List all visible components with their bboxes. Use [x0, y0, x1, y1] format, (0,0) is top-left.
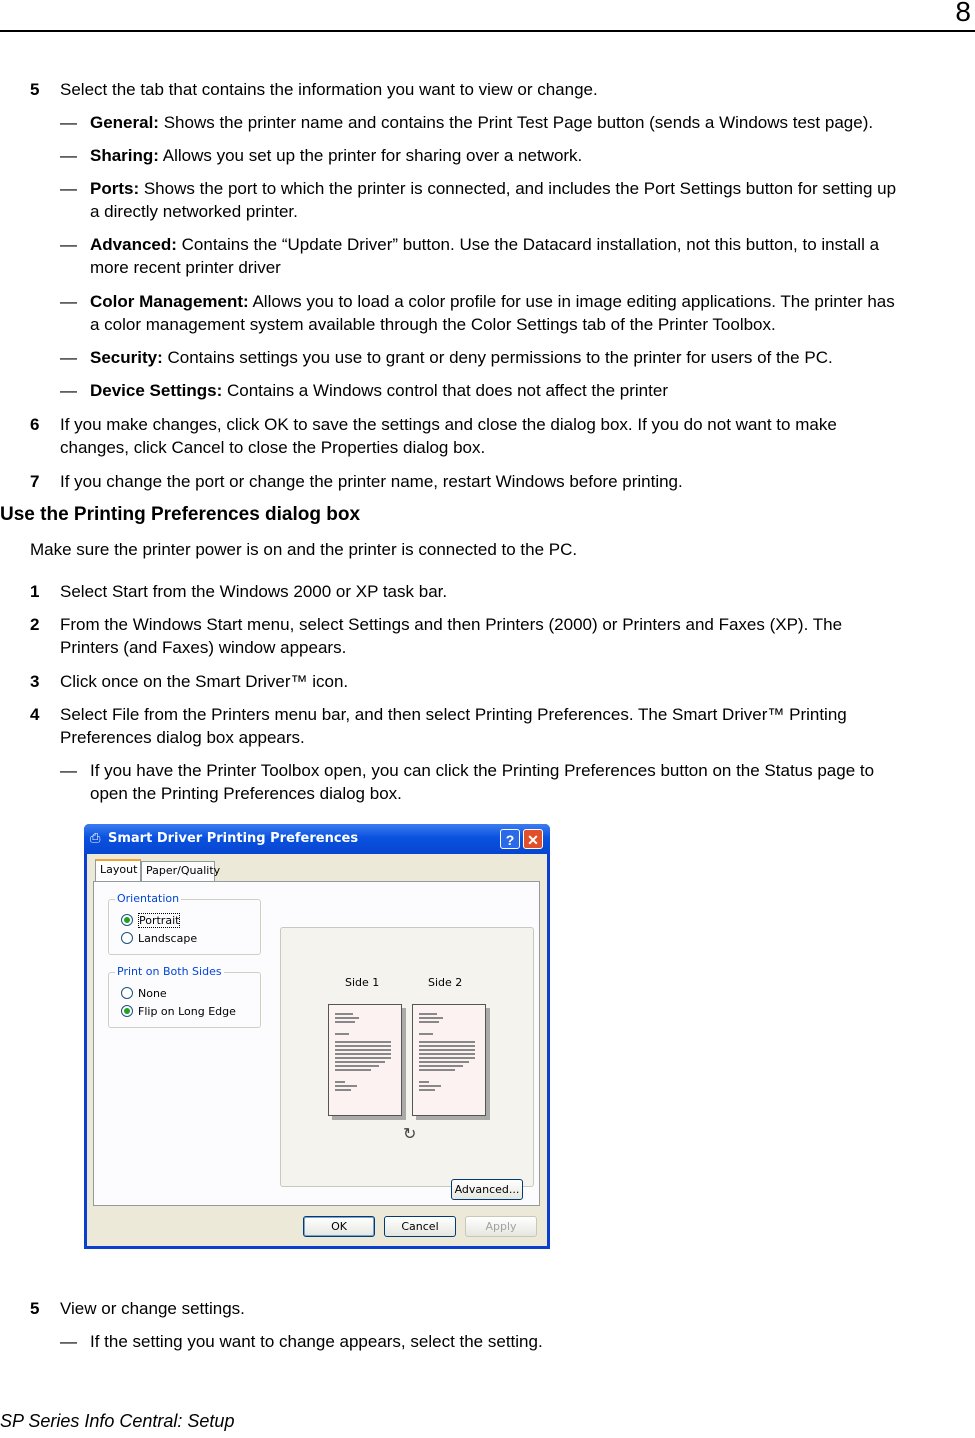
dialog-title: Smart Driver Printing Preferences [108, 831, 359, 846]
step-text-cont: Preferences dialog box appears. [60, 728, 305, 747]
step-text: Select Start from the Windows 2000 or XP task bar. [60, 582, 448, 601]
tab-desc-security [90, 346, 833, 369]
printer-icon: ⎙ [90, 830, 101, 845]
step-number: 7 [30, 472, 40, 491]
dash: — [60, 761, 77, 780]
dash: — [60, 1332, 77, 1351]
step-number: 2 [30, 615, 40, 634]
page-preview-side-1 [328, 1004, 402, 1116]
tab-desc-name: Ports: [90, 179, 140, 198]
step-number: 6 [30, 415, 40, 434]
step-number: 5 [30, 80, 40, 99]
step-number: 3 [30, 672, 40, 691]
dash: — [60, 146, 77, 165]
tab-desc-text: Shows the port to which the printer is connected, and includes the Port Settings button for setting up [139, 179, 897, 198]
page-number: 8 [955, 0, 971, 27]
tab-desc-text: Contains settings you use to grant or deny permissions to the printer for users of the PC. [162, 348, 833, 367]
step-number: 5 [30, 1299, 40, 1318]
none-label[interactable]: None [138, 987, 167, 1000]
flip-long-edge-label[interactable]: Flip on Long Edge [138, 1005, 236, 1018]
tab-desc-advanced [90, 233, 879, 256]
both-sides-label: Print on Both Sides [117, 965, 222, 978]
step-text: Select the tab that contains the information you want to view or change. [60, 80, 598, 99]
tab-desc-ports [90, 177, 896, 200]
layout-preview [280, 927, 534, 1187]
dash: — [60, 179, 77, 198]
step-text-cont: changes, click Cancel to close the Properties dialog box. [60, 438, 486, 457]
step-text: Click once on the Smart Driver™ icon. [60, 672, 349, 691]
step-text: View or change settings. [60, 1299, 245, 1318]
tab-desc-text-cont: a color management system available through the Color Settings tab of the Printer Toolbox. [90, 315, 776, 334]
dash: — [60, 381, 77, 400]
step-text: Select File from the Printers menu bar, and then select Printing Preferences. The Smart Driver™ Printing [60, 705, 847, 724]
tab-desc-name: Advanced: [90, 235, 177, 254]
step-text: If you make changes, click OK to save the settings and close the dialog box. If you do not want to make [60, 415, 837, 434]
side-2-label: Side 2 [428, 976, 463, 989]
none-radio[interactable] [121, 987, 133, 999]
dash: — [60, 235, 77, 254]
tab-desc-name: General: [90, 113, 159, 132]
tab-desc-name: Security: [90, 348, 163, 367]
step-text-cont: Printers (and Faxes) window appears. [60, 638, 347, 657]
tab-layout[interactable]: Layout [95, 859, 141, 882]
advanced-button[interactable]: Advanced... [451, 1179, 523, 1200]
step-text: From the Windows Start menu, select Settings and then Printers (2000) or Printers and Faxes (XP). The [60, 615, 843, 634]
page-preview-side-2 [412, 1004, 486, 1116]
tab-desc-text: Allows you set up the printer for sharing over a network. [158, 146, 583, 165]
page-footer: SP Series Info Central: Setup [0, 1411, 235, 1431]
dialog-titlebar [84, 824, 550, 854]
tab-paper-quality[interactable]: Paper/Quality [141, 861, 215, 881]
both-sides-group [108, 965, 261, 1028]
section-heading: Use the Printing Preferences dialog box [0, 504, 361, 525]
orientation-group [108, 892, 261, 955]
header-rule [0, 30, 975, 32]
dialog-client [87, 854, 547, 1246]
landscape-radio[interactable] [121, 932, 133, 944]
help-button[interactable]: ? [500, 829, 520, 849]
orientation-label: Orientation [117, 892, 180, 905]
step-number: 4 [30, 705, 40, 724]
tab-desc-name: Device Settings: [90, 381, 223, 400]
tab-desc-name: Color Management: [90, 292, 249, 311]
printing-preferences-dialog [84, 824, 550, 1249]
portrait-radio[interactable] [121, 914, 133, 926]
note-text: If the setting you want to change appears, select the setting. [90, 1332, 543, 1351]
dash: — [60, 292, 77, 311]
step-text: If you change the port or change the printer name, restart Windows before printing. [60, 472, 683, 491]
cancel-button[interactable]: Cancel [384, 1216, 456, 1237]
note-text-cont: open the Printing Preferences dialog box. [90, 784, 402, 803]
tab-desc-text-cont: more recent printer driver [90, 258, 281, 277]
flip-long-edge-radio[interactable] [121, 1005, 133, 1017]
dash: — [60, 113, 77, 132]
tab-desc-sharing [90, 144, 582, 167]
tab-desc-text: Contains a Windows control that does not affect the printer [222, 381, 668, 400]
tab-desc-name: Sharing: [90, 146, 159, 165]
landscape-label[interactable]: Landscape [138, 932, 198, 945]
tab-panel-layout [93, 881, 540, 1206]
note-text: If you have the Printer Toolbox open, you can click the Printing Preferences button on the Status page to [90, 761, 875, 780]
close-button[interactable]: ✕ [523, 829, 543, 849]
tab-desc-text: Contains the “Update Driver” button. Use the Datacard installation, not this button, to install a [176, 235, 880, 254]
side-1-label: Side 1 [345, 976, 380, 989]
tab-desc-general [90, 111, 873, 134]
dash: — [60, 348, 77, 367]
tab-desc-color-management [90, 290, 895, 313]
tab-desc-device-settings [90, 379, 668, 402]
step-number: 1 [30, 582, 40, 601]
tab-desc-text: Allows you to load a color profile for use in image editing applications. The printer has [248, 292, 895, 311]
tab-desc-text-cont: a directly networked printer. [90, 202, 298, 221]
tab-desc-text: Shows the printer name and contains the Print Test Page button (sends a Windows test page). [158, 113, 874, 132]
section-intro: Make sure the printer power is on and the printer is connected to the PC. [30, 540, 578, 559]
apply-button[interactable]: Apply [465, 1216, 537, 1237]
ok-button[interactable]: OK [303, 1216, 375, 1237]
flip-rotation-icon: ↻ [403, 1126, 417, 1143]
portrait-label[interactable]: Portrait [139, 914, 180, 927]
